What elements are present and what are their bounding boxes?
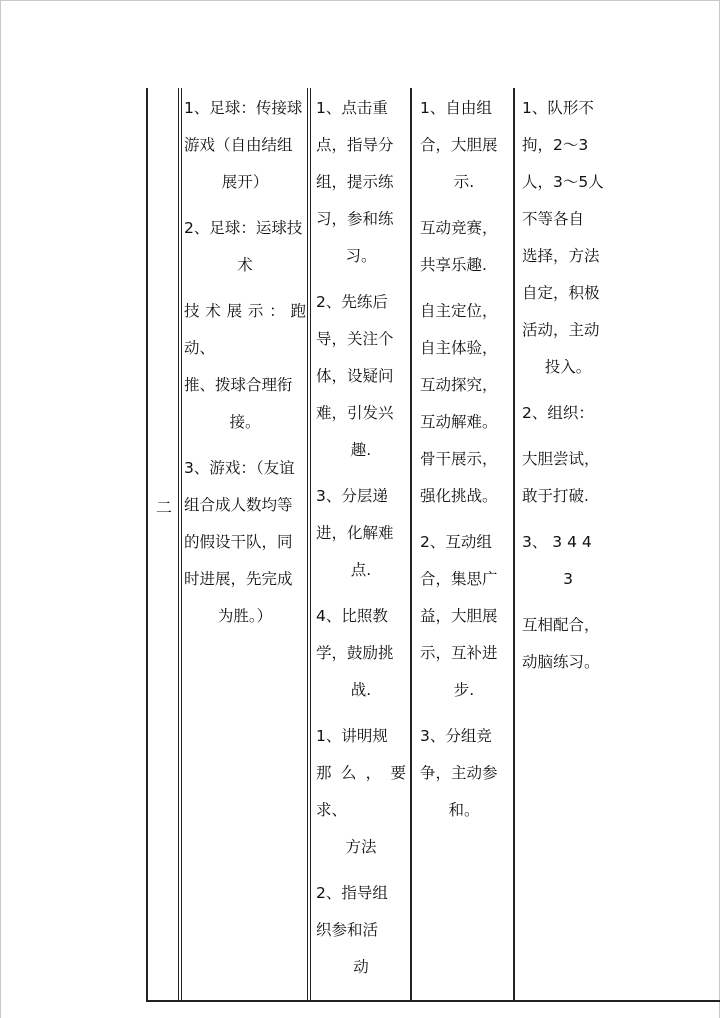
- text-line: 互动解难。: [420, 413, 498, 431]
- row-label: 二: [156, 498, 173, 517]
- text-line: 投入。: [544, 358, 592, 376]
- text-line: 1、自由组: [420, 99, 492, 117]
- organization-paragraph: [522, 441, 614, 515]
- text-line: 互动探究，: [420, 376, 498, 394]
- text-line: 步.: [453, 681, 475, 699]
- text-line: 示.: [453, 173, 475, 191]
- text-line: 自定，积极: [522, 284, 600, 302]
- text-line: 选择，方法: [522, 247, 600, 265]
- text-line: 2、先练后: [316, 293, 388, 311]
- text-line: 体，设疑问: [316, 367, 394, 385]
- text-line: 为胜。）: [217, 607, 273, 625]
- text-line: 织参和活: [316, 921, 379, 939]
- student-paragraph: [420, 210, 508, 284]
- content-paragraph: [184, 210, 306, 284]
- text-line: 组合成人数均等: [184, 496, 293, 514]
- text-line: 示，互补进: [420, 644, 498, 662]
- page-top-border: [0, 0, 719, 1]
- teacher-column: [316, 90, 406, 995]
- text-line: 点，指导分: [316, 136, 394, 154]
- text-line: 3、游戏：（友谊: [184, 459, 295, 477]
- text-line: 拘，2～3: [522, 136, 589, 154]
- text-line: 学，鼓励挑: [316, 644, 394, 662]
- text-line: 进，化解难: [316, 524, 394, 542]
- text-line: 骨干展示，: [420, 450, 498, 468]
- text-line: 3、 3 4 4: [522, 533, 592, 551]
- text-line: 1、讲明规: [316, 727, 388, 745]
- text-line: 3: [563, 570, 573, 588]
- text-line: 争，主动参: [420, 764, 498, 782]
- teacher-paragraph: [316, 598, 406, 709]
- student-paragraph: [420, 293, 508, 515]
- text-line: 推、拨球合理衔: [184, 376, 293, 394]
- text-line: 动脑练习。: [522, 653, 600, 671]
- text-line: 益，大胆展: [420, 607, 498, 625]
- content-column: [184, 90, 306, 644]
- column-divider-2: [307, 88, 311, 1002]
- text-line: 点.: [350, 561, 372, 579]
- text-line: 组，提示练: [316, 173, 394, 191]
- text-line: 习。: [345, 247, 377, 265]
- text-line: 接。: [229, 413, 261, 431]
- text-line: 1、队形不: [522, 99, 594, 117]
- text-line: 2、组织：: [522, 404, 594, 422]
- content-paragraph: [184, 293, 306, 441]
- student-column: [420, 90, 508, 838]
- text-line: 的假设干队，同: [184, 533, 293, 551]
- text-line: 共享乐趣.: [420, 256, 487, 274]
- text-line: 互动竞赛，: [420, 219, 498, 237]
- text-line: 难，引发兴: [316, 404, 394, 422]
- text-line: 自主定位，: [420, 302, 498, 320]
- text-line: 合，大胆展: [420, 136, 498, 154]
- text-line: 不等各自: [522, 210, 585, 228]
- text-line: 和。: [448, 801, 480, 819]
- teacher-paragraph: [316, 90, 406, 275]
- text-line: 合，集思广: [420, 570, 498, 588]
- text-line: 人，3～5人: [522, 173, 604, 191]
- content-paragraph: [184, 450, 306, 635]
- text-line: 方法: [345, 838, 377, 856]
- teacher-paragraph: [316, 284, 406, 469]
- text-line: 4、比照教: [316, 607, 388, 625]
- organization-column: [522, 90, 614, 690]
- text-line: 2、互动组: [420, 533, 492, 551]
- text-line: 强化挑战。: [420, 487, 498, 505]
- column-divider-4: [513, 88, 515, 1002]
- text-line: 战.: [350, 681, 372, 699]
- organization-paragraph: [522, 607, 614, 681]
- text-line: 趣.: [350, 441, 372, 459]
- content-paragraph: [184, 90, 306, 201]
- text-line: 自主体验，: [420, 339, 498, 357]
- text-line: 1、点击重: [316, 99, 388, 117]
- text-line: 导，关注个: [316, 330, 394, 348]
- text-line: 3、分组竞: [420, 727, 492, 745]
- text-line: 敢于打破.: [522, 487, 589, 505]
- text-line: 游戏（自由结组: [184, 136, 293, 154]
- organization-paragraph: [522, 395, 614, 432]
- text-line: 动: [353, 958, 369, 976]
- text-line: 术: [237, 256, 253, 274]
- text-line: 1、足球：传接球: [184, 99, 303, 117]
- student-paragraph: [420, 90, 508, 201]
- text-line: 2、指导组: [316, 884, 388, 902]
- text-line: 活动，主动: [522, 321, 600, 339]
- table-border-left: [146, 88, 148, 1002]
- student-paragraph: [420, 718, 508, 829]
- student-paragraph: [420, 524, 508, 709]
- text-line: 技术展示：跑动、: [184, 302, 306, 357]
- text-line: 3、分层递: [316, 487, 388, 505]
- text-line: 大胆尝试，: [522, 450, 600, 468]
- table-bottom-border: [146, 1000, 720, 1002]
- organization-paragraph: [522, 90, 614, 386]
- column-divider-1: [178, 88, 182, 1002]
- teacher-paragraph: [316, 718, 406, 866]
- text-line: 互相配合，: [522, 616, 600, 634]
- teacher-paragraph: [316, 478, 406, 589]
- text-line: 展开）: [221, 173, 269, 191]
- text-line: 那么，要求、: [316, 764, 406, 819]
- teacher-paragraph: [316, 875, 406, 986]
- page-left-border: [0, 0, 1, 1018]
- text-line: 2、足球：运球技: [184, 219, 303, 237]
- organization-paragraph: [522, 524, 614, 598]
- text-line: 时进展，先完成: [184, 570, 293, 588]
- text-line: 习，参和练: [316, 210, 394, 228]
- column-divider-3: [410, 88, 412, 1002]
